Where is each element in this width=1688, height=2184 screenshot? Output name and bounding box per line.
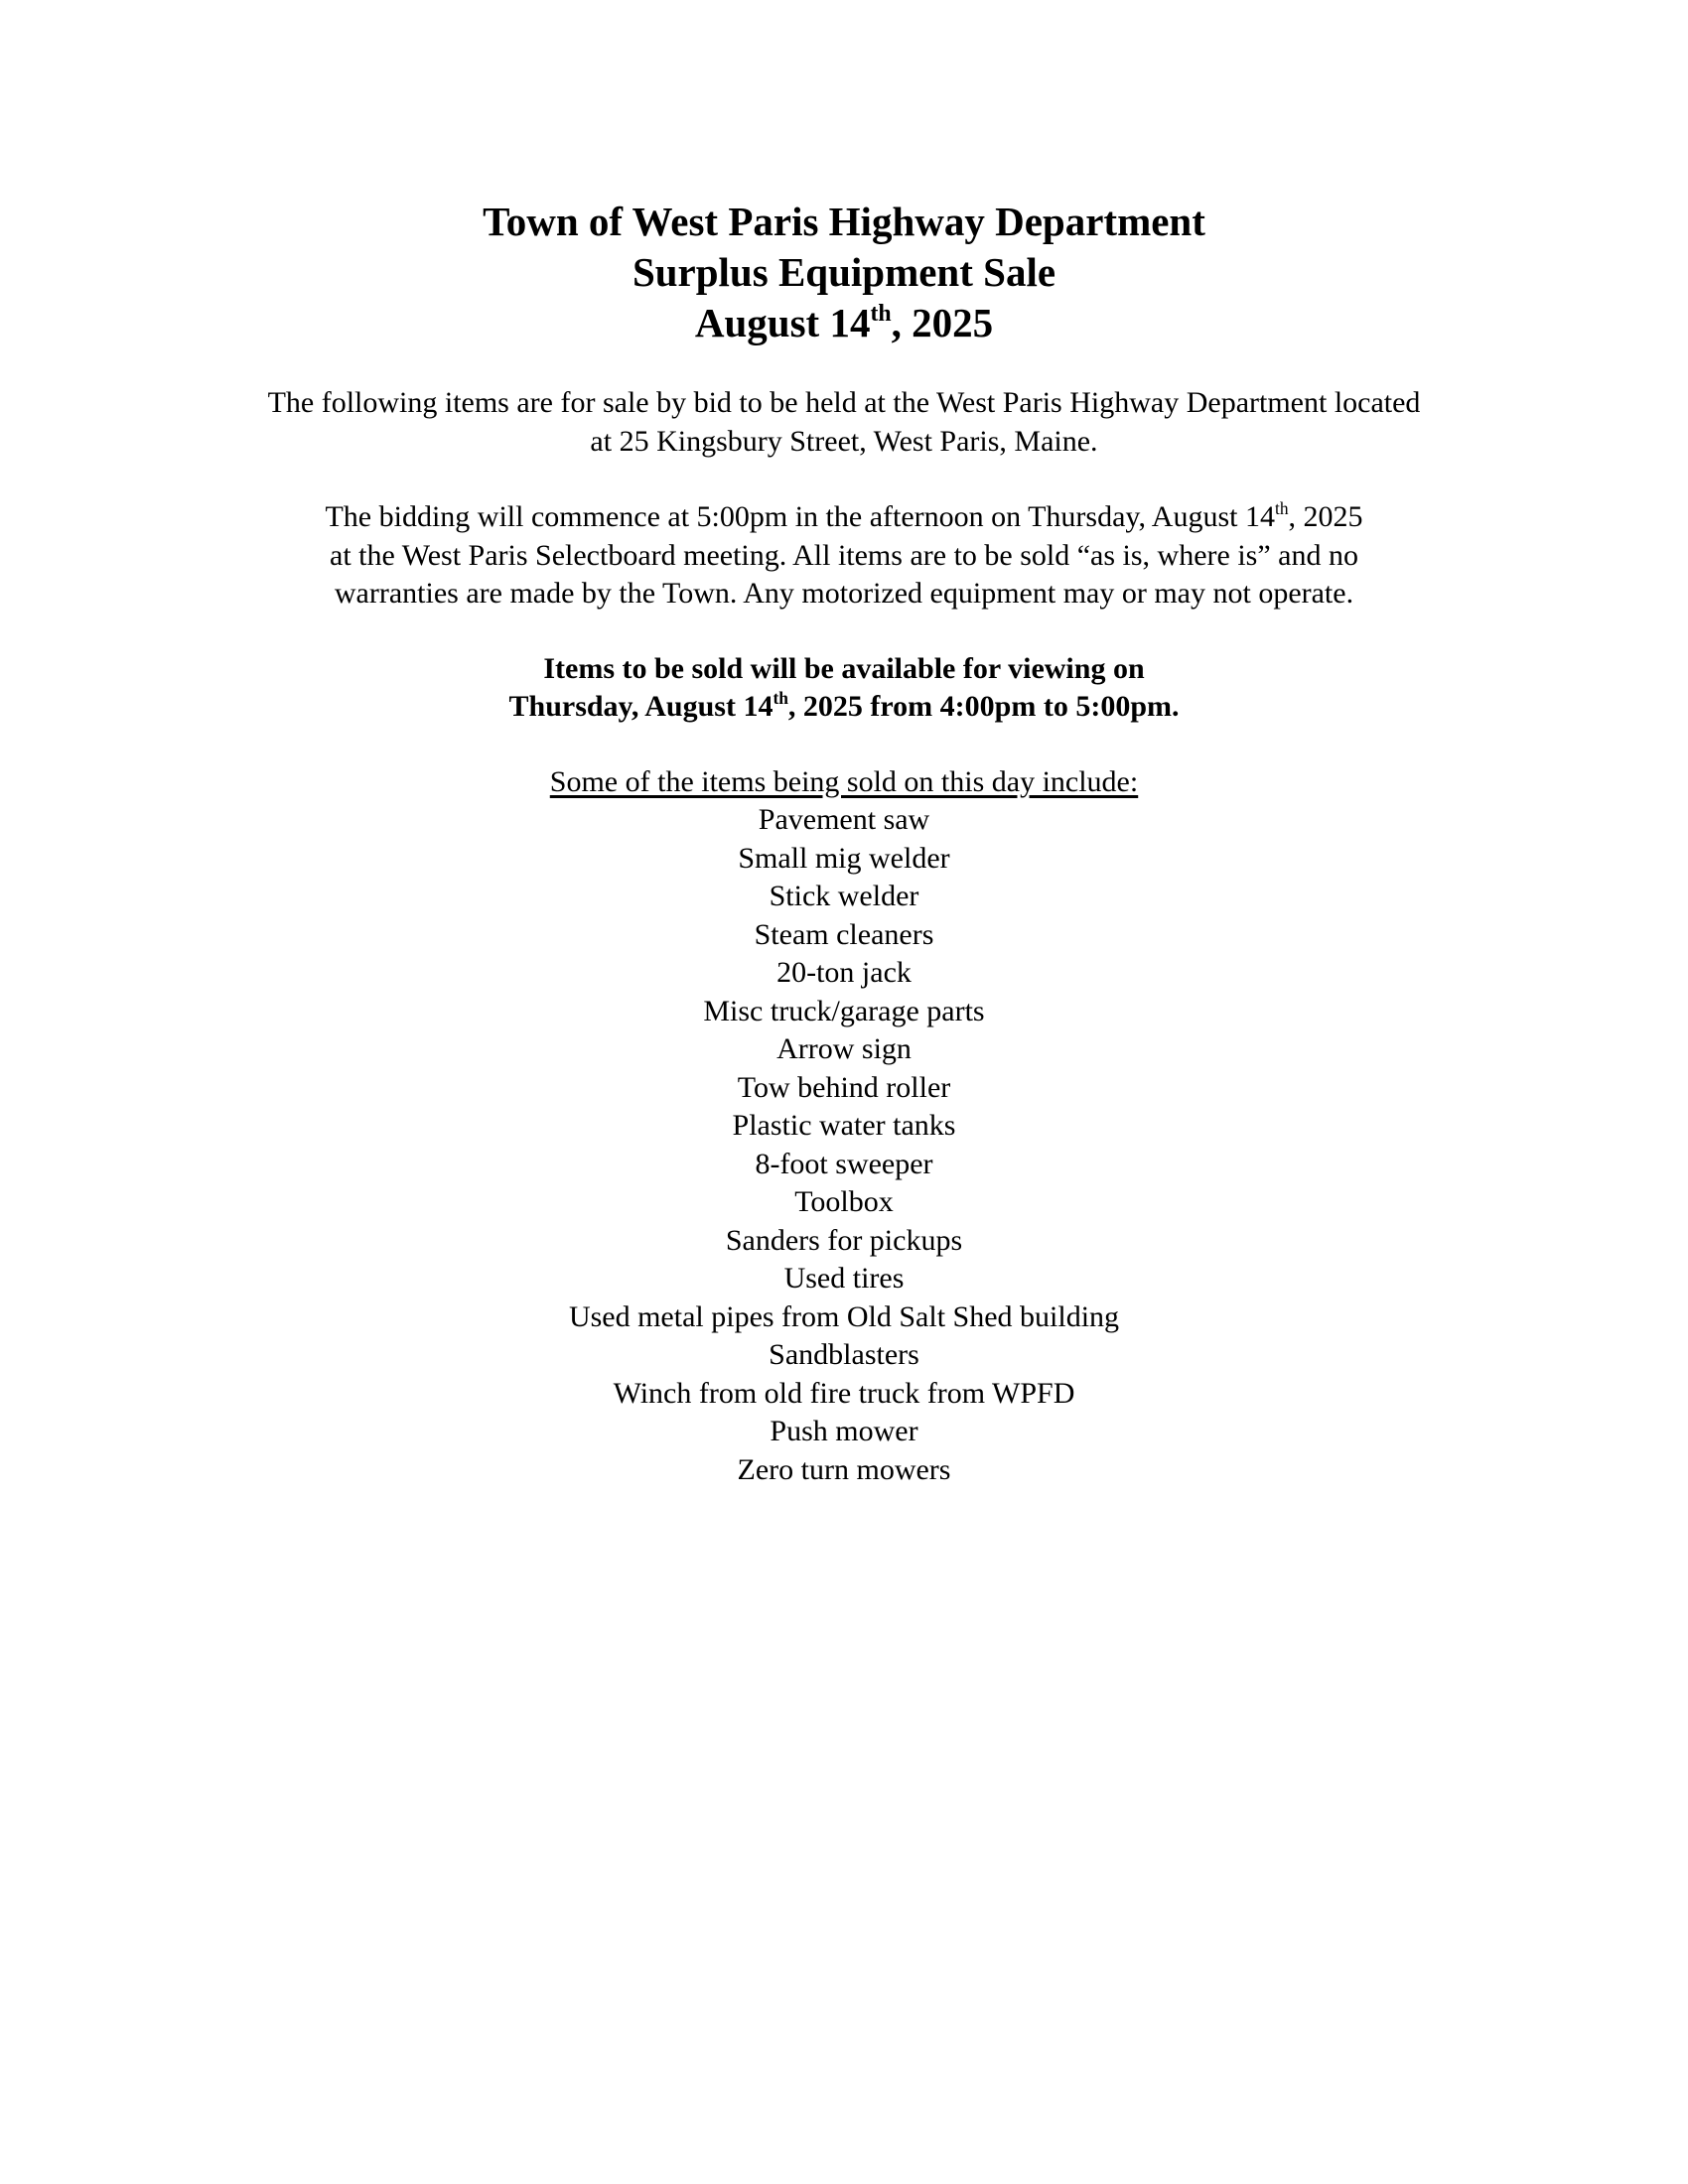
- list-item: Tow behind roller: [737, 1070, 951, 1104]
- bidding-line-1-year: , 2025: [1288, 500, 1363, 533]
- title-date-ordinal: th: [870, 301, 892, 328]
- title-line-date: [149, 298, 1539, 348]
- list-item: 8-foot sweeper: [755, 1147, 933, 1180]
- list-item: Winch from old fire truck from WPFD: [613, 1376, 1075, 1410]
- intro-line-2: at 25 Kingsbury Street, West Paris, Maine.: [590, 424, 1098, 458]
- list-item: Steam cleaners: [754, 917, 934, 951]
- document-content: [149, 197, 1539, 1489]
- bidding-line-2: at the West Paris Selectboard meeting. All items are to be sold “as is, where is” and no: [330, 538, 1358, 572]
- list-item: Arrow sign: [776, 1032, 912, 1065]
- list-item: Sanders for pickups: [725, 1223, 963, 1257]
- list-item: Misc truck/garage parts: [703, 994, 985, 1027]
- viewing-line-2-time: , 2025 from 4:00pm to 5:00pm.: [787, 690, 1180, 723]
- intro-paragraph: [149, 384, 1539, 461]
- viewing-line-2-text: Thursday, August 14: [508, 690, 774, 723]
- viewing-date-ordinal: th: [773, 688, 788, 709]
- bidding-line-3: warranties are made by the Town. Any motorized equipment may or may not operate.: [334, 577, 1354, 610]
- title-date-month-day: August 14: [694, 300, 871, 345]
- title-line-sale: Surplus Equipment Sale: [632, 249, 1056, 295]
- list-item: Stick welder: [769, 880, 919, 912]
- list-item: 20-ton jack: [776, 956, 912, 989]
- bidding-date-ordinal: th: [1274, 498, 1289, 519]
- items-list: [149, 801, 1539, 1489]
- viewing-line-1: Items to be sold will be available for viewing on: [543, 651, 1145, 685]
- list-item: Used tires: [783, 1262, 905, 1295]
- list-item: Push mower: [770, 1415, 918, 1447]
- list-item: Zero turn mowers: [737, 1452, 951, 1486]
- items-heading: Some of the items being sold on this day include:: [549, 764, 1139, 798]
- viewing-line-2: [149, 688, 1539, 727]
- viewing-notice: [149, 650, 1539, 727]
- intro-line-1: The following items are for sale by bid to be held at the West Paris Highway Department located: [267, 386, 1421, 419]
- title-date-year: , 2025: [891, 300, 994, 345]
- list-item: Plastic water tanks: [732, 1109, 956, 1142]
- bidding-line-1-text: The bidding will commence at 5:00pm in the afternoon on Thursday, August 14: [325, 500, 1275, 533]
- bidding-paragraph: [149, 498, 1539, 614]
- list-item: Pavement saw: [758, 803, 930, 836]
- bidding-line-1: [149, 498, 1539, 537]
- document-title: [149, 197, 1539, 348]
- title-line-department: Town of West Paris Highway Department: [483, 199, 1205, 244]
- list-item: Small mig welder: [738, 841, 950, 875]
- list-item: Sandblasters: [769, 1338, 919, 1371]
- list-item: Toolbox: [794, 1185, 894, 1218]
- list-item: Used metal pipes from Old Salt Shed building: [568, 1299, 1120, 1333]
